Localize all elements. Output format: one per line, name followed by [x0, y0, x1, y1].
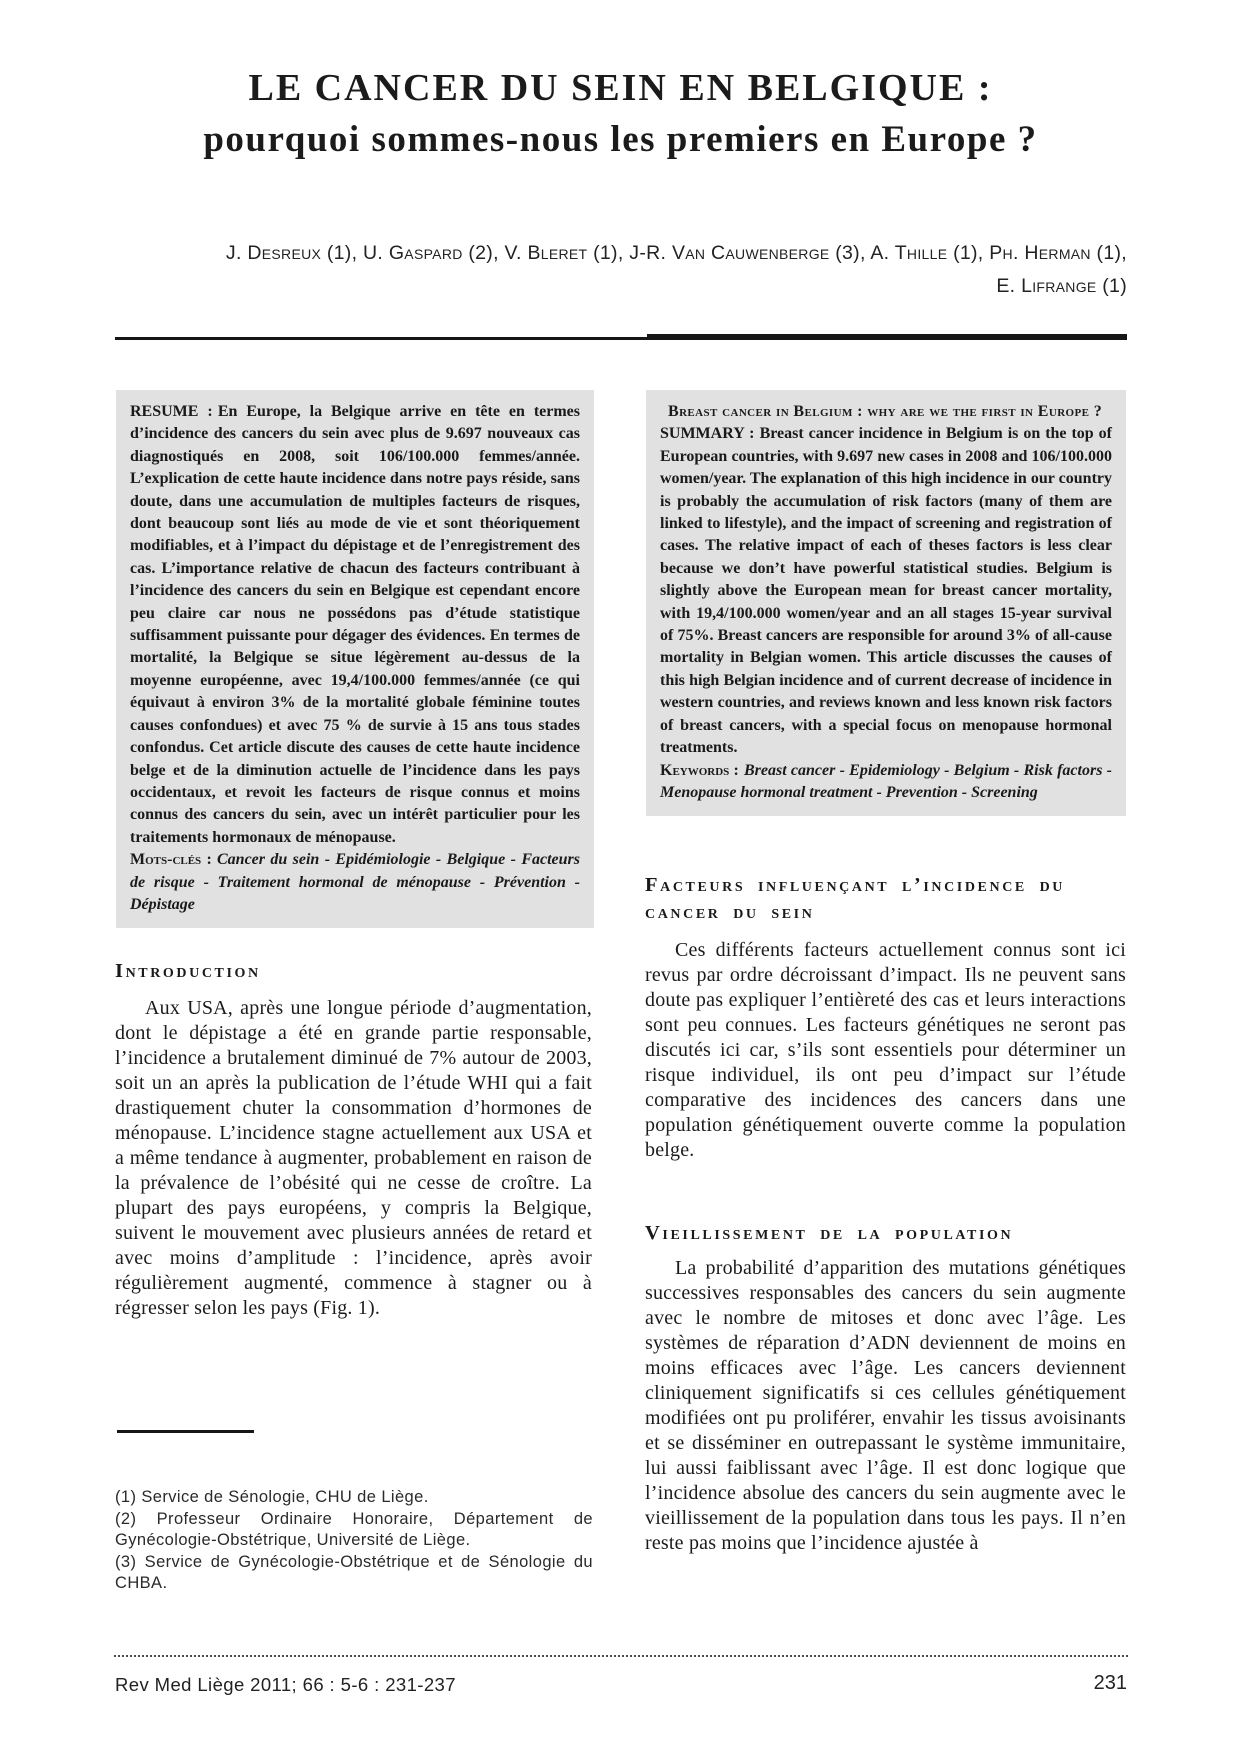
footnote-3: (3) Service de Gynécologie-Obstétrique et de Sénologie du CHBA. — [115, 1552, 593, 1592]
resume-label: RESUME : — [130, 403, 213, 420]
factors-heading: Facteurs influençant l’incidence du cancer du sein — [645, 874, 1065, 923]
aging-heading: Vieillissement de la population — [645, 1222, 1014, 1244]
authors-block — [115, 237, 1127, 303]
abstract-french-body: En Europe, la Belgique arrive en tête en termes d’incidence des cancers du sein avec plus de 9.697 nouveaux cas diagnostiqués en 2008, soit 106/100.000 femmes/année. L’explication de cette haute incidence dans notre pays réside, sans doute, dans une accumulation de multiples facteurs de risques, dont beaucoup sont liés au mode de vie et sont théoriquement modifiables, et à l’impact du dépistage et de l’enregistrement des cas. L’importance relative de chacun des facteurs contribuant à l’incidence des cancers du sein en Belgique est cependant encore peu claire car nous ne possédons pas d’étude statistique suffisamment puissante pour dégager des évidences. En termes de mortalité, la Belgique se situe légèrement au-dessus de la moyenne européenne, avec 19,4/100.000 femmes/année (ce qui équivaut à environ 3% de la mortalité globale féminine toutes causes confondues) et avec 75 % de survie à 15 ans tous stades confondus. Cet article discute des causes de cette haute incidence belge et de la diminution actuelle de l’incidence dans les pays occidentaux, et revoit les facteurs de risque connus et moins connus des cancers du sein, avec un intérêt particulier pour les traitements hormonaux de ménopause. — [130, 403, 581, 846]
abstract-english-text — [660, 423, 1112, 759]
abstract-english-keywords — [660, 760, 1112, 805]
abstract-english-body: Breast cancer incidence in Belgium is on the top of European countries, with 9.697 new cases in 2008 and 106/100.000 women/year. The explanation of this high incidence in our country is probably the accumulation of risk factors (many of them are linked to lifestyle), and the impact of screening and registration of cases. The relative impact of each of theses factors is less clear because we don’t have powerful statistical studies. Belgium is slightly above the European mean for breast cancer mortality, with 19,4/100.000 women/year and an all stages 15-year survival of 75%. Breast cancers are responsible for around 3% of all-cause mortality in Belgian women. This article discusses the causes of this high Belgian incidence and of current decrease of incidence in western countries, and reviews known and less known risk factors of breast cancers, with a special focus on menopause hormonal treatments. — [660, 425, 1112, 757]
authors-line1: J. Desreux (1), U. Gaspard (2), V. Bleret (1), J-R. Van Cauwenberge (3), A. Thille (1), Ph. Herman (1), — [225, 242, 1127, 264]
introduction-heading: Introduction — [115, 960, 261, 982]
introduction-paragraph: Aux USA, après une longue période d’augmentation, dont le dépistage a été en grande partie responsable, l’incidence a brutalement diminué de 7% autour de 2003, soit un an après la publication de l’étude WHI qui a fait drastiquement chuter la consommation d’hormones de ménopause. L’incidence stagne actuellement aux USA et a même tendance à augmenter, probablement en raison de la prévalence de l’obésité qui ne cesse de croître. La plupart des pays européens, y compris la Belgique, suivent le mouvement avec plusieurs années de retard et avec moins d’amplitude : l’incidence, après avoir régulièrement augmenté, commence à stagner ou à régresser selon les pays (Fig. 1). — [115, 997, 592, 1319]
english-abstract-title: Breast cancer in Belgium : why are we the first in Europe ? — [668, 403, 1103, 420]
footnote-2: (2) Professeur Ordinaire Honoraire, Département de Gynécologie-Obstétrique, Université de Liège. — [115, 1509, 593, 1549]
abstract-french-text — [130, 401, 580, 849]
journal-citation: Rev Med Liège 2011; 66 : 5-6 : 231-237 — [115, 1674, 456, 1695]
article-title-line2: pourquoi sommes-nous les premiers en Europe ? — [203, 119, 1038, 160]
footnotes-block — [115, 1487, 593, 1595]
abstract-french-keywords — [130, 849, 580, 916]
aging-paragraph: La probabilité d’apparition des mutations génétiques successives responsables des cancers du sein augmente avec le nombre de mitoses et donc avec l’âge. Les systèmes de réparation d’ADN deviennent de moins en moins efficaces avec l’âge. Les cancers deviennent cliniquement significatifs si ces cellules génétiquement modifiées ont pu proliférer, envahir les tissus avoisinants et se disséminer en outrepassant le système immunitaire, lui aussi faiblissant avec l’âge. Il est donc logique que l’incidence absolue des cancers du sein augmente avec le vieillissement de la population dans tous les pays. Il n’en reste pas moins que l’incidence ajustée à — [645, 1257, 1126, 1554]
header-rule-thin — [115, 337, 647, 340]
mots-cles-list: Cancer du sein - Epidémiologie - Belgique - Facteurs de risque - Traitement hormonal de ménopause - Prévention - Dépistage — [130, 851, 580, 913]
keywords-label: Keywords : — [660, 761, 739, 779]
mots-cles-label: Mots-clés : — [130, 851, 212, 869]
authors-line2: E. Lifrange (1) — [996, 275, 1127, 297]
footnote-1: (1) Service de Sénologie, CHU de Liège. — [115, 1488, 429, 1506]
abstract-box-french — [116, 390, 594, 928]
abstract-box-english — [646, 390, 1126, 816]
factors-paragraph: Ces différents facteurs actuellement connus sont ici revus par ordre décroissant d’impact. Ils ne peuvent sans doute pas expliquer l’entièreté des cas et leurs interactions sont peu connues. Les facteurs génétiques ne seront pas discutés ici car, s’ils sont essentiels pour déterminer un risque individuel, ils ont peu d’impact sur l’étude comparative des incidences des cancers dans une population génétiquement ouverte comme la population belge. — [645, 939, 1126, 1161]
keywords-list: Breast cancer - Epidemiology - Belgium - Risk factors - Menopause hormonal treatment - Prevention - Screening — [660, 761, 1112, 801]
header-rule-thick — [647, 334, 1127, 340]
article-title-line1: LE CANCER DU SEIN EN BELGIQUE : — [248, 67, 993, 109]
footnote-rule — [117, 1430, 254, 1433]
footer-dotted-rule — [114, 1655, 1128, 1657]
summary-label: SUMMARY : — [660, 425, 755, 443]
page-number: 231 — [1093, 1672, 1127, 1694]
